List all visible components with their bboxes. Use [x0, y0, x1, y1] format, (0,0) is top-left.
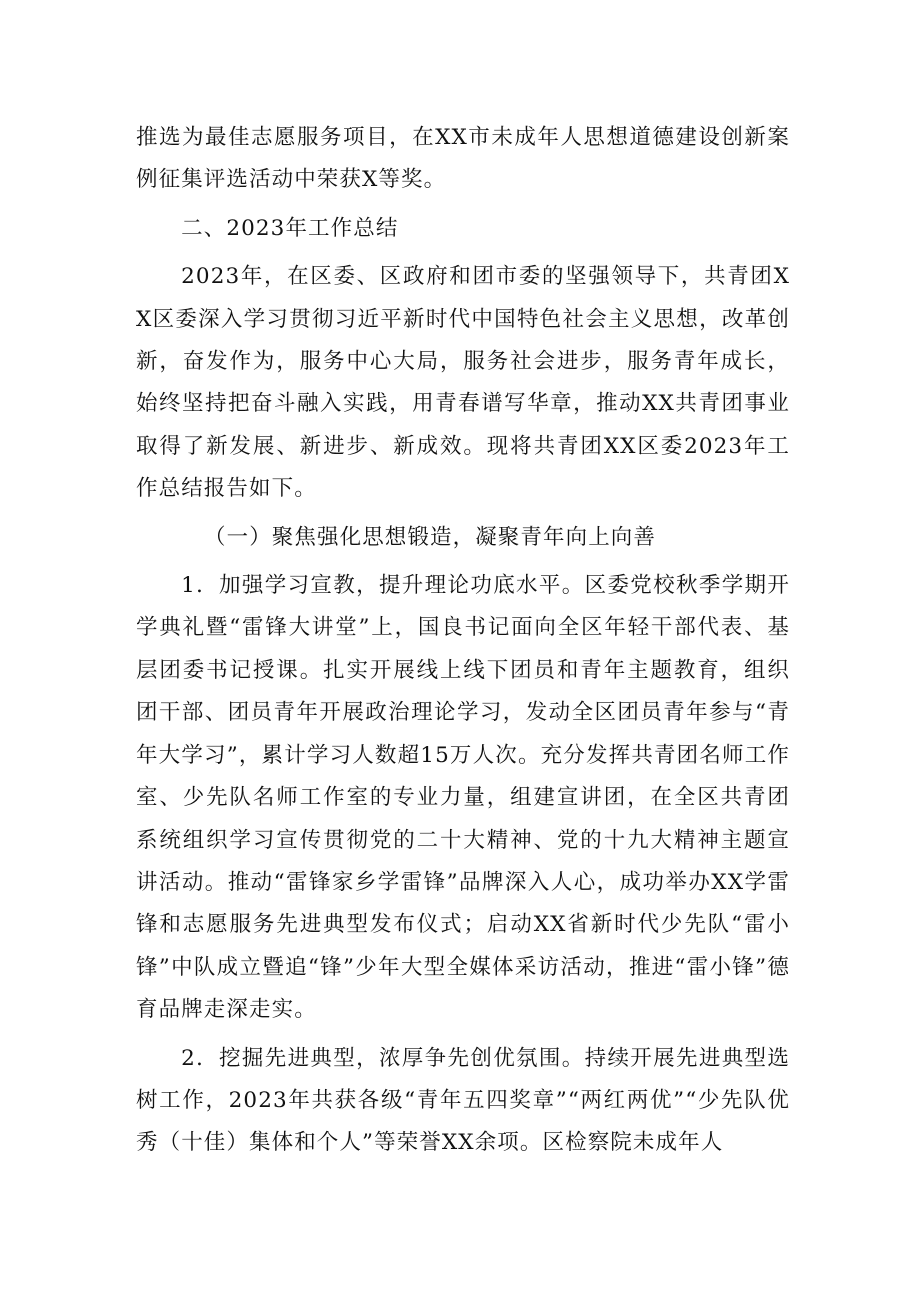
summary-paragraph: 2023年，在区委、区政府和团市委的坚强领导下，共青团XX区委深入学习贯彻习近平新时代中国特色社会主义思想，改革创新，奋发作为，服务中心大局，服务社会进步，服务青年成长，始终坚持把奋斗融入实践，用青春谱写华章，推动XX共青团事业取得了新发展、新进步、新成效。现将共青团XX区委2023年工作总结报告如下。 [136, 264, 790, 502]
item1-paragraph: 1．加强学习宣教，提升理论功底水平。区委党校秋季学期开学典礼暨“雷锋大讲堂”上，国良书记面向全区年轻干部代表、基层团委书记授课。扎实开展线上线下团员和青年主题教育，组织团干部、团员青年开展政治理论学习，发动全区团员青年参与“青年大学习”，累计学习人数超15万人次。充分发挥共青团名师工作室、少先队名师工作室的专业力量，组建宣讲团，在全区共青团系统组织学习宣传贯彻党的二十大精神、党的十九大精神主题宣讲活动。推动“雷锋家乡学雷锋”品牌深入人心，成功举办XX学雷锋和志愿服务先进典型发布仪式；启动XX省新时代少先队“雷小锋”中队成立暨追“锋”少年大型全媒体采访活动，推进“雷小锋”德育品牌走深走实。 [136, 573, 790, 1023]
intro-paragraph: 推选为最佳志愿服务项目，在XX市未成年人思想道德建设创新案例征集评选活动中荣获X等奖。 [136, 125, 790, 193]
subsection-heading: （一）聚焦强化思想锻造，凝聚青年向上向善 [204, 524, 657, 550]
section-heading: 二、2023年工作总结 [181, 215, 399, 241]
item2-paragraph: 2．挖掘先进典型，浓厚争先创优氛围。持续开展先进典型选树工作，2023年共获各级“青年五四奖章”“两红两优”“少先队优秀（十佳）集体和个人”等荣誉XX余项。区检察院未成年人 [136, 1045, 790, 1156]
document-page [136, 117, 790, 1165]
